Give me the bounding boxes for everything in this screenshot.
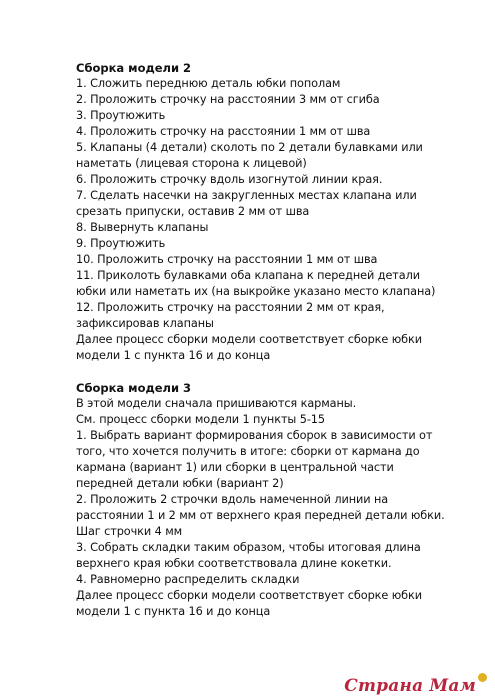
watermark-text: Страна Мам [344,676,476,696]
text-line: срезать припуски, оставив 2 мм от шва [76,205,310,218]
text-line: модели 1 с пункта 16 и до конца [76,605,271,618]
text-line: Далее процесс сборки модели соответствует сборке юбки [76,589,422,602]
text-line: 1. Выбрать вариант формирования сборок в зависимости от [76,429,433,442]
text-line: 2. Проложить строчку на расстоянии 3 мм от сгиба [76,93,380,106]
text-line: 5. Клапаны (4 детали) сколоть по 2 детали булавками или [76,141,423,154]
text-line: того, что хочется получить в итоге: сборки от кармана до [76,445,420,458]
text-line: 4. Равномерно распределить складки [76,573,300,586]
text-line: 6. Проложить строчку вдоль изогнутой линии края. [76,173,383,186]
text-line: верхнего края юбки соответствовала длине кокетки. [76,557,392,570]
text-line: расстоянии 1 и 2 мм от верхнего края передней детали юбки. [76,509,445,522]
text-line: 3. Собрать складки таким образом, чтобы итоговая длина [76,541,421,554]
text-line: 2. Проложить 2 строчки вдоль намеченной линии на [76,493,389,506]
text-line: кармана (вариант 1) или сборки в центральной части [76,461,394,474]
section-model-3 [76,380,476,620]
text-line: зафиксировав клапаны [76,317,214,330]
text-line: В этой модели сначала пришиваются карманы. [76,397,357,410]
text-line: юбки или наметать их (на выкройке указано место клапана) [76,285,436,298]
text-line: 8. Вывернуть клапаны [76,221,209,234]
text-line: 10. Проложить строчку на расстоянии 1 мм от шва [76,253,378,266]
text-line: См. процесс сборки модели 1 пункты 5-15 [76,413,325,426]
text-line: 9. Проутюжить [76,237,166,250]
text-line: модели 1 с пункта 16 и до конца [76,349,271,362]
document-body [76,60,476,620]
text-line: 12. Проложить строчку на расстоянии 2 мм от края, [76,301,385,314]
text-line: 1. Сложить переднюю деталь юбки пополам [76,77,341,90]
text-line: 4. Проложить строчку на расстоянии 1 мм от шва [76,125,371,138]
text-line: Далее процесс сборки модели соответствует сборке юбки [76,333,422,346]
logo-dot-icon [478,673,487,682]
text-line: 11. Приколоть булавками оба клапана к передней детали [76,269,420,282]
text-line: 7. Сделать насечки на закругленных местах клапана или [76,189,417,202]
site-watermark [344,673,487,696]
text-line: 3. Проутюжить [76,109,166,122]
text-line: Шаг строчки 4 мм [76,525,183,538]
section-heading: Сборка модели 2 [76,61,192,75]
text-line: передней детали юбки (вариант 2) [76,477,284,490]
text-line: наметать (лицевая сторона к лицевой) [76,157,307,170]
section-heading: Сборка модели 3 [76,381,192,395]
section-model-2 [76,60,476,364]
